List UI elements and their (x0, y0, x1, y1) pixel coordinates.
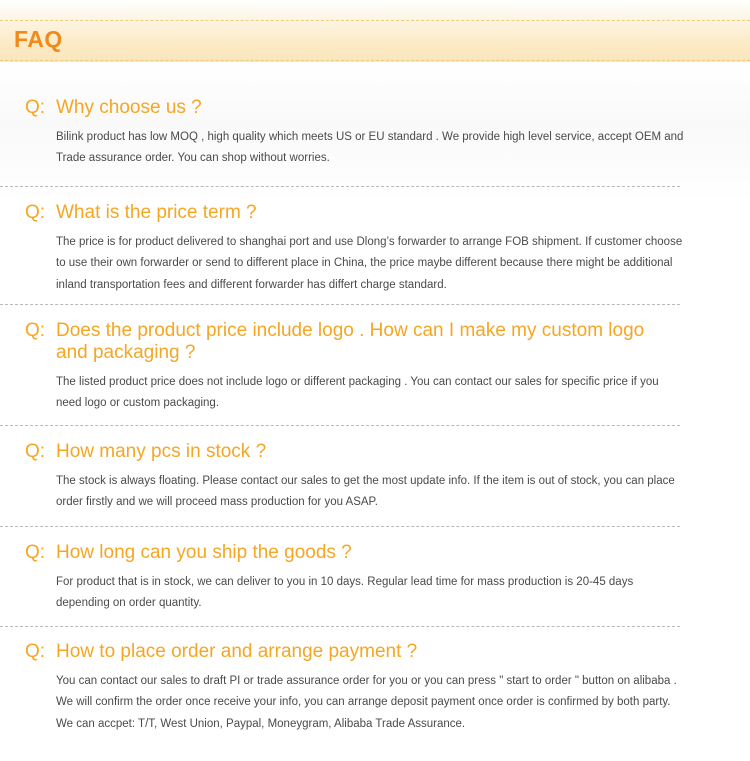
header-top-rule (0, 20, 750, 21)
q-mark: Q: (25, 441, 46, 462)
faq-answer: The price is for product delivered to shanghai port and use Dlong’s forwarder to arrange FOB shipment. If customer choose to use their own forwarder or send to different place in China, the price maybe different because there might be additional inland transportation fees and different forwarder has differt charge standard. (56, 236, 683, 291)
q-mark: Q: (25, 641, 46, 662)
q-mark: Q: (25, 320, 46, 341)
faq-divider (0, 425, 680, 426)
faq-divider (0, 304, 680, 305)
faq-header (0, 0, 750, 62)
faq-answer: Bilink product has low MOQ , high quality which meets US or EU standard . We provide high level service, accept OEM and Trade assurance order. You can shop without worries. (56, 131, 684, 165)
faq-question: Why choose us ? (56, 97, 202, 118)
header-bottom-rule (0, 60, 750, 61)
faq-answer: You can contact our sales to draft PI or trade assurance order for you or you can press " start to order " button on alibaba . We will confirm the order once receive your info, you can arrange deposit payment once order is confirmed by both party. We can accpet: T/T, West Union, Paypal, Moneygram, Alibaba Trade Assurance. (56, 675, 677, 730)
q-mark: Q: (25, 542, 46, 563)
faq-question: How to place order and arrange payment ? (56, 641, 418, 662)
q-mark: Q: (25, 202, 46, 223)
faq-question: Does the product price include logo . How can I make my custom logo and packaging ? (56, 320, 645, 363)
page-title: FAQ (14, 26, 63, 52)
faq-answer: The listed product price does not include logo or different packaging . You can contact our sales for specific price if you need logo or custom packaging. (56, 376, 659, 410)
faq-question: How many pcs in stock ? (56, 441, 267, 462)
faq-answer: For product that is in stock, we can deliver to you in 10 days. Regular lead time for mass production is 20-45 days depending on order quantity. (56, 576, 634, 610)
faq-divider (0, 526, 680, 527)
faq-divider (0, 626, 680, 627)
faq-question: What is the price term ? (56, 202, 257, 223)
q-mark: Q: (25, 97, 46, 118)
faq-answer: The stock is always floating. Please contact our sales to get the most update info. If the item is out of stock, you can place order firstly and we will proceed mass production for you ASAP. (56, 475, 675, 509)
faq-divider (0, 186, 680, 187)
faq-question: How long can you ship the goods ? (56, 542, 352, 563)
